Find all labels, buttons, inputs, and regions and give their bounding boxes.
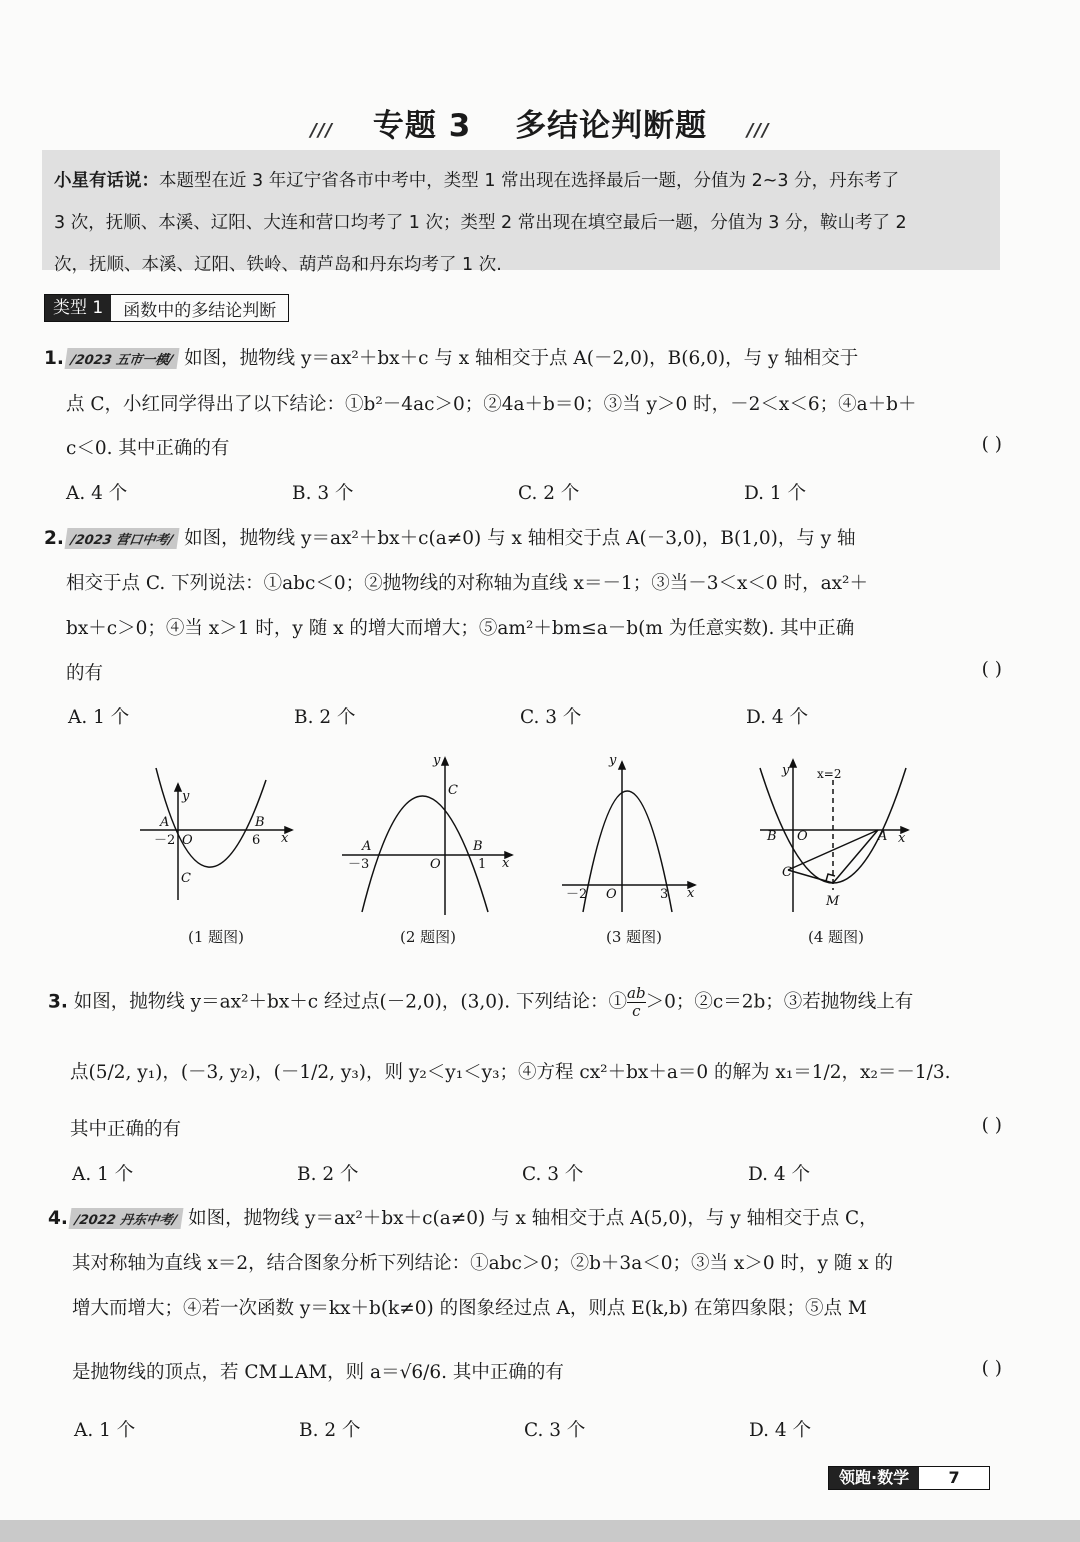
f1-y-label: y [182, 789, 190, 804]
q4-line-1 [48, 1204, 878, 1230]
figure-3-caption: (3 题图) [605, 928, 663, 946]
f4-c-label: C [782, 865, 792, 880]
q4-choice-a: A. 1 个 [74, 1420, 136, 1441]
figure-2-caption: (2 题图) [399, 928, 457, 946]
f2-c-label: C [448, 783, 458, 798]
q2-choice-b: B. 2 个 [294, 707, 356, 728]
q1-number: 1. [44, 348, 64, 369]
q3-line-3: 其中正确的有 [70, 1119, 182, 1140]
q4-line-3: 增大而增大；④若一次函数 y＝kx＋b(k≠0) 的图象经过点 A，则点 E(k,b) 在第四象限；⑤点 M [72, 1298, 867, 1319]
type-header [44, 294, 289, 322]
q3-fraction-numerator: ab [627, 984, 646, 1002]
q2-line-1 [44, 524, 856, 550]
bottom-band [0, 1520, 1080, 1542]
q2-text-1: 如图，抛物线 y＝ax²＋bx＋c(a≠0) 与 x 轴相交于点 A(－3,0)，B(1,0)，与 y 轴 [184, 528, 856, 549]
page-footer [828, 1466, 990, 1490]
type-tag: 类型 1 [45, 295, 111, 321]
q3-fraction [627, 985, 646, 1020]
q3-number: 3. [48, 991, 68, 1013]
f1-b-label: B [255, 815, 265, 830]
f2-x-label: x [502, 856, 510, 871]
f2-parabola [362, 796, 488, 912]
q1-choice-b: B. 3 个 [292, 483, 354, 504]
f2-y-arrow [442, 758, 448, 765]
f3-y-arrow [619, 762, 625, 769]
f1-six-label: 6 [252, 833, 261, 848]
f3-x-label: x [687, 886, 695, 901]
q2-source: /2023 营口中考/ [64, 528, 179, 549]
f4-b-label: B [767, 829, 777, 844]
q4-number: 4. [48, 1208, 68, 1229]
q1-line-1 [44, 344, 858, 370]
f2-minus3-label: －3 [348, 857, 370, 872]
title-deco-left: /// [310, 120, 334, 141]
q1-choice-c: C. 2 个 [518, 483, 580, 504]
footer-subject: 领跑·数学 [829, 1467, 919, 1489]
q4-choice-d: D. 4 个 [749, 1420, 812, 1441]
figure-1-caption: (1 题图) [187, 928, 245, 946]
f3-y-label: y [609, 753, 617, 768]
intro-line-1: 本题型在近 3 年辽宁省各市中考中，类型 1 常出现在选择最后一题，分值为 2~3 分，丹东考了 [159, 171, 900, 191]
f4-o-label: O [797, 829, 808, 844]
intro-box [42, 150, 1000, 275]
figures-row [0, 740, 1080, 920]
figure-4-caption: (4 题图) [807, 928, 865, 946]
q2-choice-c: C. 3 个 [520, 707, 582, 728]
q4-choice-c: C. 3 个 [524, 1420, 586, 1441]
q3-choice-c: C. 3 个 [522, 1164, 584, 1185]
q1-line-2: 点 C，小红同学得出了以下结论：①b²－4ac＞0；②4a＋b＝0；③当 y＞0 时，－2＜x＜6；④a＋b＋ [66, 394, 917, 415]
f2-one-label: 1 [478, 857, 487, 872]
q3-choice-b: B. 2 个 [297, 1164, 359, 1185]
f3-o-label: O [606, 887, 617, 902]
f1-x-label: x [281, 831, 289, 846]
type-name: 函数中的多结论判断 [123, 300, 277, 321]
intro-label: 小星有话说： [54, 171, 159, 191]
f4-segment-am [833, 830, 878, 883]
page-title [0, 100, 1080, 145]
topic-name: 多结论判断题 [515, 108, 708, 144]
f1-c-label: C [181, 871, 191, 886]
q3-answer-blank: ( ) [981, 1115, 1002, 1136]
f3-three-label: 3 [660, 887, 669, 902]
f1-o-label: O [182, 833, 193, 848]
f3-parabola [583, 791, 672, 912]
q2-choice-d: D. 4 个 [746, 707, 809, 728]
q3-choice-a: A. 1 个 [72, 1164, 134, 1185]
f2-o-label: O [430, 857, 441, 872]
f1-parabola [156, 768, 266, 867]
f4-y-label: y [782, 763, 790, 778]
f4-a-label: A [878, 829, 888, 844]
f1-a-label: A [160, 815, 170, 830]
f1-minus2-label: －2 [154, 833, 176, 848]
q1-text-1: 如图，抛物线 y＝ax²＋bx＋c 与 x 轴相交于点 A(－2,0)，B(6,0)，与 y 轴相交于 [184, 348, 859, 369]
intro-line-2: 3 次，抚顺、本溪、辽阳、大连和营口均考了 1 次；类型 2 常出现在填空最后一题，分值为 3 分，鞍山考了 2 [54, 213, 907, 233]
q1-line-3: c＜0. 其中正确的有 [66, 438, 230, 459]
f2-y-label: y [433, 753, 441, 768]
title-deco-right: /// [746, 120, 770, 141]
q2-line-2: 相交于点 C. 下列说法：①abc＜0；②抛物线的对称轴为直线 x＝－1；③当－3＜x＜0 时，ax²＋ [66, 573, 868, 594]
q3-line-1 [48, 985, 913, 1020]
q4-line-4: 是抛物线的顶点，若 CM⊥AM，则 a＝√6/6. 其中正确的有 [72, 1362, 564, 1383]
q2-answer-blank: ( ) [981, 659, 1002, 680]
q4-line-2: 其对称轴为直线 x＝2，结合图象分析下列结论：①abc＞0；②b＋3a＜0；③当 x＞0 时，y 随 x 的 [72, 1253, 893, 1274]
q1-source: /2023 五市一模/ [64, 348, 179, 369]
intro-line-3: 次，抚顺、本溪、辽阳、铁岭、葫芦岛和丹东均考了 1 次. [54, 255, 502, 275]
q2-number: 2. [44, 528, 64, 549]
topic-number: 专题 3 [372, 108, 472, 144]
f1-y-arrow [175, 784, 181, 791]
q3-text-1a: 如图，抛物线 y＝ax²＋bx＋c 经过点(－2,0)，(3,0). 下列结论：① [73, 991, 628, 1013]
q3-text-1b: ＞0；②c＝2b；③若抛物线上有 [645, 991, 914, 1013]
q3-line-2: 点(5/2, y₁)，(－3, y₂)，(－1/2, y₃)，则 y₂＜y₁＜y₃；④方程 cx²＋bx＋a＝0 的解为 x₁＝1/2，x₂＝－1/3. [70, 1062, 951, 1083]
q1-choice-d: D. 1 个 [744, 483, 807, 504]
page-number: 7 [919, 1467, 989, 1489]
f2-a-label: A [362, 839, 372, 854]
q4-text-1: 如图，抛物线 y＝ax²＋bx＋c(a≠0) 与 x 轴相交于点 A(5,0)，与 y 轴相交于点 C， [188, 1208, 878, 1229]
f4-m-label: M [826, 894, 840, 909]
q1-answer-blank: ( ) [981, 434, 1002, 455]
q2-choice-a: A. 1 个 [68, 707, 130, 728]
q4-choice-b: B. 2 个 [299, 1420, 361, 1441]
q2-line-4: 的有 [66, 663, 104, 684]
f4-axis-label: x=2 [817, 767, 842, 781]
q3-fraction-denominator: c [632, 1002, 641, 1020]
q1-choice-a: A. 4 个 [66, 483, 128, 504]
f4-x-label: x [898, 831, 906, 846]
f3-minus2-label: －2 [566, 887, 588, 902]
figure-2 [342, 758, 512, 915]
q4-answer-blank: ( ) [981, 1358, 1002, 1379]
q3-choice-d: D. 4 个 [748, 1164, 811, 1185]
f2-b-label: B [473, 839, 483, 854]
f4-y-arrow [790, 760, 796, 767]
q2-line-3: bx＋c＞0；④当 x＞1 时，y 随 x 的增大而增大；⑤am²＋bm≤a－b(m 为任意实数). 其中正确 [66, 618, 855, 639]
q4-source: /2022 丹东中考/ [68, 1208, 183, 1229]
